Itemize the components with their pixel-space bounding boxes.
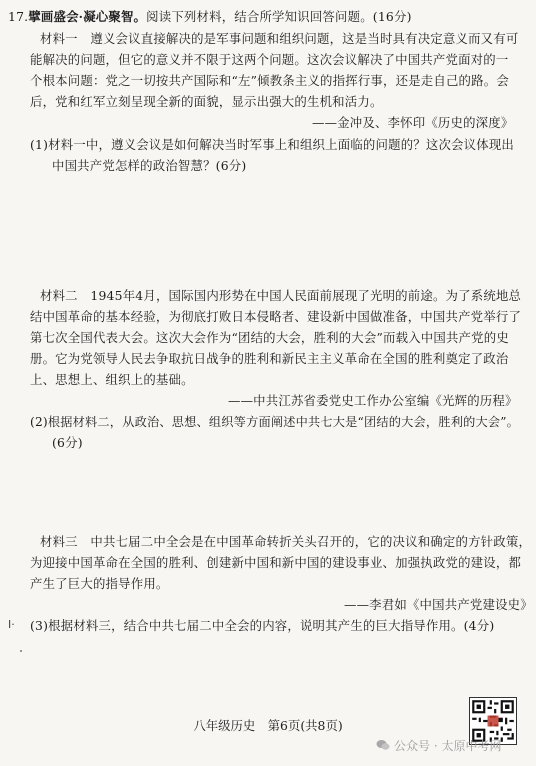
q1-line: (1)材料一中，遵义会议是如何解决当时军事上和组织上面临的问题的？这次会议体现出 [30, 137, 515, 152]
material3-line: 为迎接中国革命在全国的胜利、创建新中国和新中国的建设事业、加强执政党的建设，都 [30, 555, 522, 570]
material2-source: ——中共江苏省委党史工作办公室编《光辉的历程》 [228, 393, 518, 408]
material1-line: 个根本问题：党之一切按共产国际和“左”倾教条主义的指挥行事，还是走自己的路。会 [30, 73, 509, 88]
material3-line: 产生了巨大的指导作用。 [30, 576, 169, 591]
question-instruction: 阅读下列材料，结合所学知识回答问题。(16分) [146, 9, 412, 24]
material2-line: 册。它为党领导人民去争取抗日战争的胜利和新民主主义革命在全国的胜利奠定了政治 [30, 351, 509, 366]
question-title: 擘画盛会·凝心聚智。 [28, 9, 147, 24]
wechat-icon [376, 739, 390, 751]
material3-source: ——李君如《中国共产党建设史》 [344, 597, 533, 612]
question-number: 17. [8, 9, 29, 24]
material3-line: 材料三 中共七届二中全会是在中国革命转折关头召开的，它的决议和确定的方针政策， [40, 534, 532, 549]
scan-speck [20, 650, 22, 652]
question-header [8, 9, 412, 25]
material1-line: 能解决的问题，但它的意义并不限于这两个问题。这次会议解决了中国共产党面对的一 [30, 52, 509, 67]
stray-mark: I· [8, 618, 15, 631]
material2-line: 第七次全国代表大会。这次大会作为“团结的大会，胜利的大会”而载入中国共产党的史 [30, 330, 509, 345]
page-footer: 八年级历史 第6页(共8页) [193, 718, 343, 733]
q1-line: 中国共产党怎样的政治智慧？(6分) [52, 158, 247, 173]
material2-line: 材料二 1945年4月，国际国内形势在中国人民面前展现了光明的前途。为了系统地总 [40, 288, 522, 303]
material2-line: 上、思想上、组织上的基础。 [30, 372, 194, 387]
material1-source: ——金冲及、李怀印《历史的深度》 [312, 115, 514, 130]
material2-line: 结中国革命的基本经验，为彻底打败日本侵略者、建设新中国做准备，中国共产党举行了 [30, 309, 522, 324]
q2-line: (2)根据材料二，从政治、思想、组织等方面阐述中共七大是“团结的大会，胜利的大会”。 [30, 415, 520, 429]
material1-line: 后，党和红军立刻呈现全新的面貌，显示出强大的生机和活力。 [30, 94, 383, 109]
material1-line: 材料一 遵义会议直接解决的是军事问题和组织问题，这是当时具有决定意义而又有可 [40, 31, 519, 46]
watermark-text: 公众号 · 太原中考网 [394, 739, 502, 753]
q3-line: (3)根据材料三，结合中共七届二中全会的内容，说明其产生的巨大指导作用。(4分) [30, 618, 495, 633]
wechat-watermark [376, 737, 501, 754]
q2-line: (6分) [52, 435, 83, 450]
